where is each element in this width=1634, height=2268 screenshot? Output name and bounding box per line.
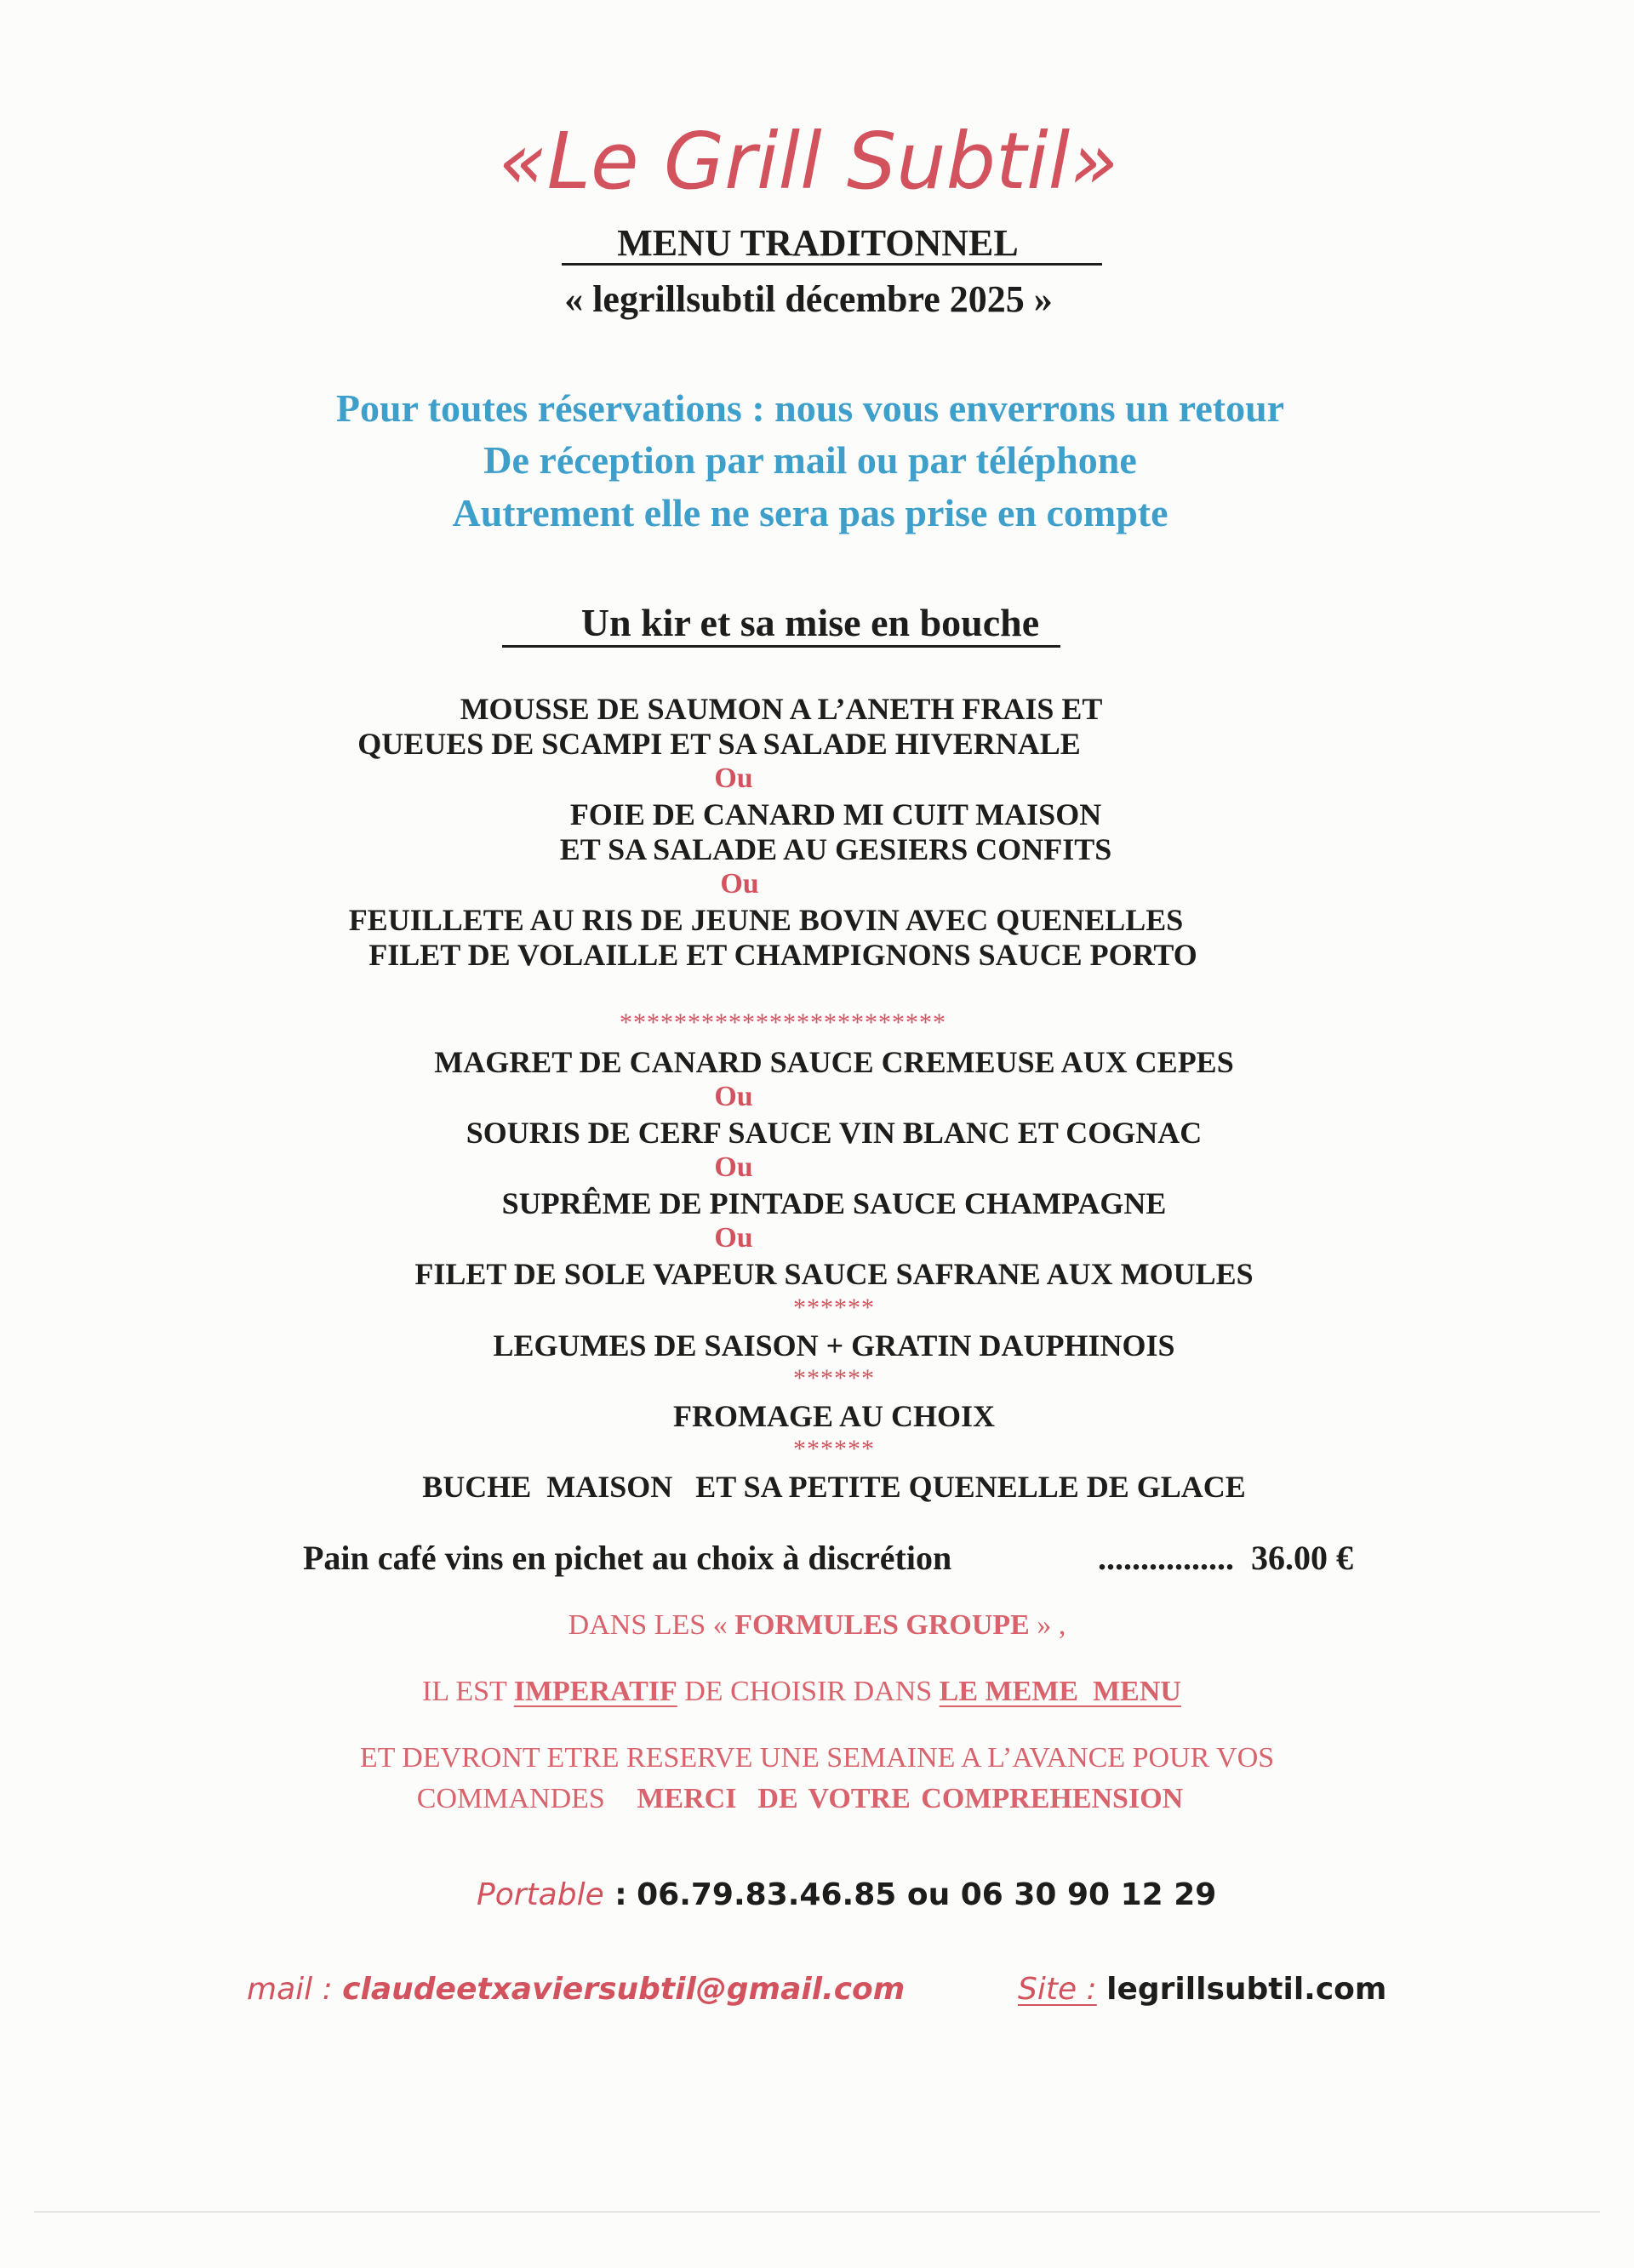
reservation-notice-line1: Pour toutes réservations : nous vous enverrons un retour xyxy=(335,386,1285,430)
or-separator: Ou xyxy=(714,763,753,794)
mail-label: mail : xyxy=(247,1972,333,2007)
group-notice-text: DE CHOISIR DANS xyxy=(684,1676,933,1707)
starter-1-line1: MOUSSE DE SAUMON A L’ANETH FRAIS ET xyxy=(460,692,1103,726)
thanks-message: MERCI DE VOTRE COMPREHENSION xyxy=(637,1783,1184,1814)
starter-3-line1: FEUILLETE AU RIS DE JEUNE BOVIN AVEC QUENELLES xyxy=(348,903,1184,937)
starter-2-line1: FOIE DE CANARD MI CUIT MAISON xyxy=(569,797,1102,831)
group-notice-line3: ET DEVRONT ETRE RESERVE UNE SEMAINE A L’AVANCE POUR VOS xyxy=(359,1742,1275,1774)
aperitif-heading: Un kir et sa mise en bouche xyxy=(580,601,1040,644)
starter-3-line2: FILET DE VOLAILLE ET CHAMPIGNONS SAUCE PORTO xyxy=(369,938,1197,972)
main-2: SOURIS DE CERF SAUCE VIN BLANC ET COGNAC xyxy=(466,1116,1203,1150)
site-line xyxy=(1018,1973,1386,2007)
phone-separator: : xyxy=(603,1877,627,1912)
site-url[interactable]: legrillsubtil.com xyxy=(1106,1972,1387,2007)
included-items: Pain café vins en pichet au choix à discrétion xyxy=(303,1539,952,1577)
reservation-notice-line2: De réception par mail ou par téléphone xyxy=(483,438,1137,482)
or-separator: Ou xyxy=(714,1081,753,1112)
starter-2-line2: ET SA SALADE AU GESIERS CONFITS xyxy=(559,832,1112,866)
dessert: BUCHE MAISON ET SA PETITE QUENELLE DE GLACE xyxy=(422,1470,1246,1504)
group-notice-text: COMMANDES xyxy=(416,1783,605,1814)
course-separator: ****** xyxy=(793,1364,875,1392)
main-3: SUPRÊME DE PINTADE SAUCE CHAMPAGNE xyxy=(501,1186,1167,1220)
or-separator: Ou xyxy=(714,1151,753,1183)
course-separator: ****** xyxy=(793,1435,875,1463)
menu-title: MENU TRADITONNEL xyxy=(617,222,1019,264)
group-notice-line2 xyxy=(0,1677,1619,1706)
reservation-notice-line3: Autrement elle ne sera pas prise en compte xyxy=(452,491,1168,534)
cheese: FROMAGE AU CHOIX xyxy=(673,1399,995,1433)
same-menu-emphasis: LE MEME MENU xyxy=(939,1676,1181,1707)
course-separator: ****** xyxy=(793,1294,875,1322)
main-1: MAGRET DE CANARD SAUCE CREMEUSE AUX CEPES xyxy=(434,1045,1234,1079)
imperatif-emphasis: IMPERATIF xyxy=(513,1676,677,1707)
restaurant-name: «Le Grill Subtil» xyxy=(498,116,1118,207)
phone-numbers[interactable]: 06.79.83.46.85 ou 06 30 90 12 29 xyxy=(637,1877,1217,1912)
group-notice-text: IL EST xyxy=(422,1676,507,1707)
group-notice-line4 xyxy=(0,1785,1617,1814)
main-4: FILET DE SOLE VAPEUR SAUCE SAFRANE AUX MOULES xyxy=(414,1257,1254,1291)
price: 36.00 € xyxy=(1251,1539,1353,1577)
sides: LEGUMES DE SAISON + GRATIN DAUPHINOIS xyxy=(493,1328,1175,1363)
phone-line xyxy=(477,1878,1216,1912)
group-notice-text: DANS LES « xyxy=(568,1609,728,1641)
price-leader-dots: ................ xyxy=(1098,1539,1234,1577)
group-notice-text: » , xyxy=(1037,1609,1066,1641)
course-separator: ************************ xyxy=(620,1008,946,1037)
phone-label: Portable xyxy=(477,1877,604,1912)
mail-address[interactable]: claudeetxaviersubtil@gmail.com xyxy=(342,1972,906,2007)
page-bottom-edge xyxy=(34,2211,1600,2213)
starter-1-line2: QUEUES DE SCAMPI ET SA SALADE HIVERNALE xyxy=(357,727,1081,761)
menu-subtitle: « legrillsubtil décembre 2025 » xyxy=(564,278,1053,320)
or-separator: Ou xyxy=(714,1222,753,1254)
or-separator: Ou xyxy=(720,868,759,900)
site-label: Site : xyxy=(1018,1972,1097,2007)
group-formula-label: FORMULES GROUPE xyxy=(734,1609,1030,1641)
group-notice-line1 xyxy=(0,1611,1634,1640)
aperitif-heading-rule xyxy=(502,645,1060,648)
mail-line xyxy=(247,1973,905,2007)
